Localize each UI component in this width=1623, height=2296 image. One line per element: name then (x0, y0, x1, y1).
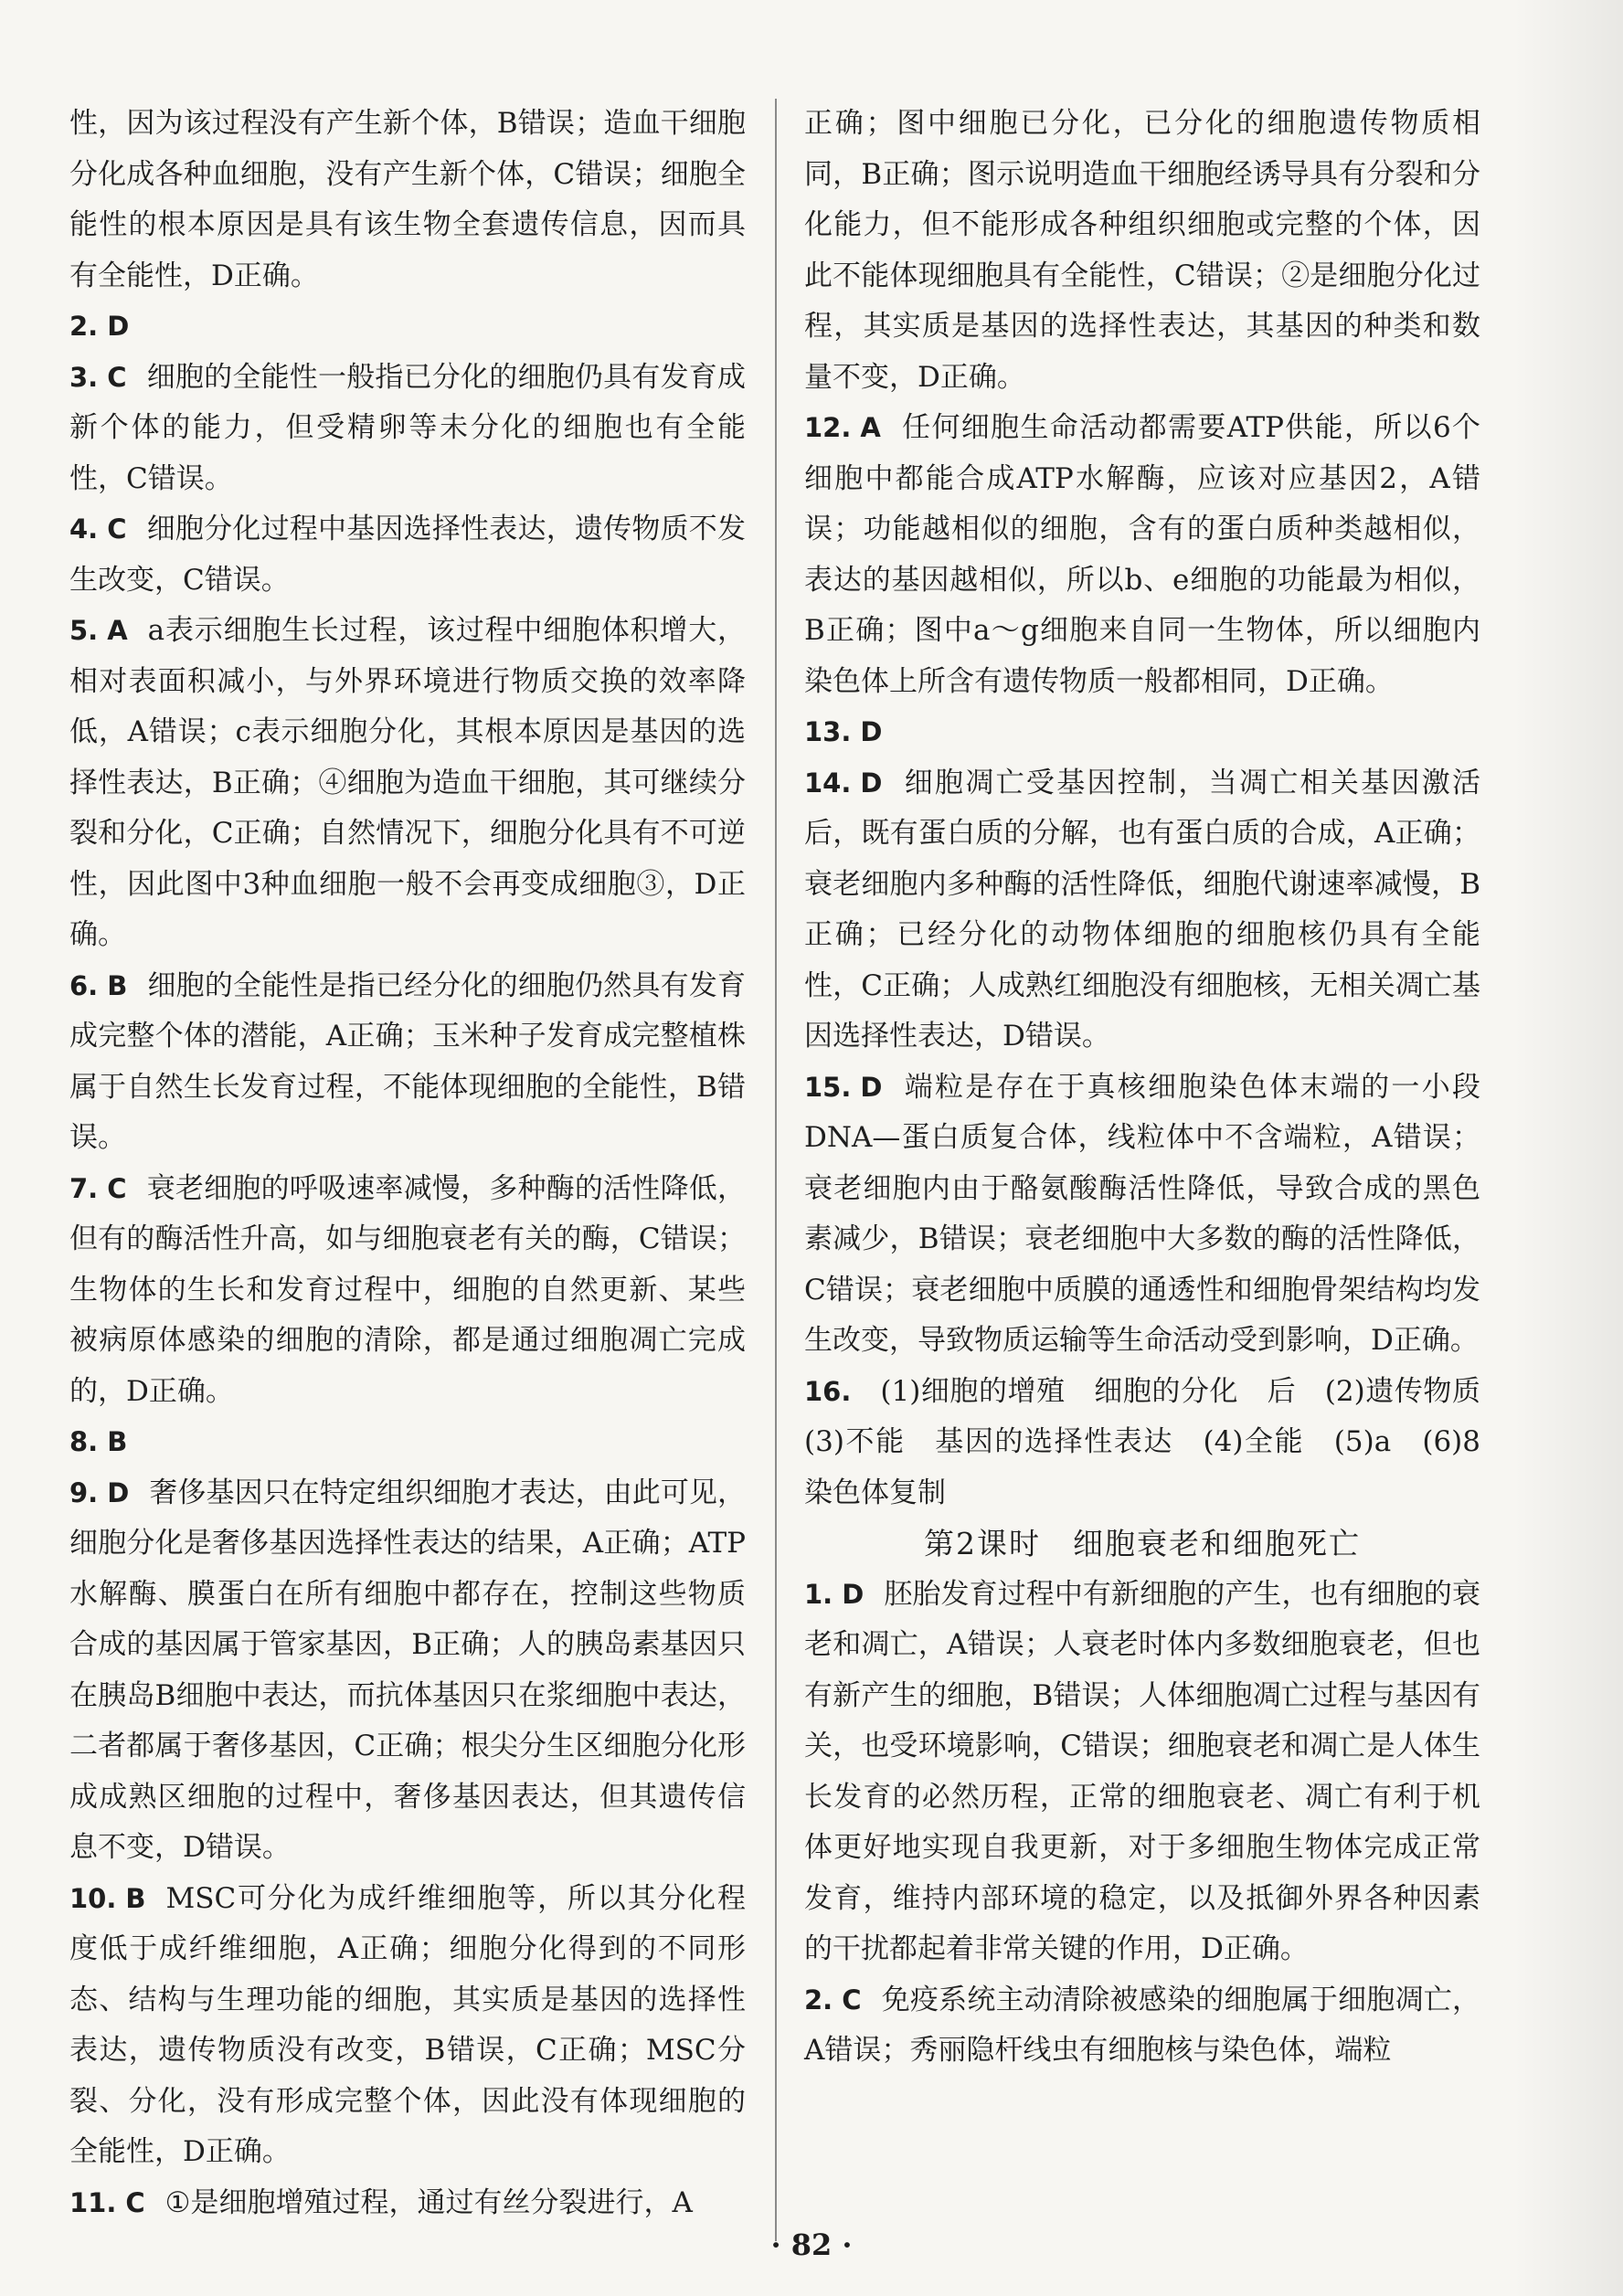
answer-item: 9. D 奢侈基因只在特定组织细胞才表达，由此可见，细胞分化是奢侈基因选择性表达的结果，A正确；ATP水解酶、膜蛋白在所有细胞中都存在，控制这些物质合成的基因属于管家基因，B正确；人的胰岛素基因只在胰岛B细胞中表达，而抗体基因只在浆细胞中表达，二者都属于奢侈基因，C正确；根尖分生区细胞分化形成成熟区细胞的过程中，奢侈基因表达，但其遗传信息不变，D错误。 (69, 1476, 746, 1864)
column-divider (775, 99, 777, 2241)
answer-item: 性，因为该过程没有产生新个体，B错误；造血干细胞分化成各种血细胞，没有产生新个体，C错误；细胞全能性的根本原因是具有该生物全套遗传信息，因而具有全能性，D正确。 (69, 107, 746, 292)
answer-item: 2. D (69, 311, 130, 342)
answer-item: 12. A 任何细胞生命活动都需要ATP供能，所以6个细胞中都能合成ATP水解酶，应该对应基因2，A错误；功能越相似的细胞，含有的蛋白质种类越相似，表达的基因越相似，所以b、e细胞的功能最为相似，B正确；图中a～g细胞来自同一生物体，所以细胞内染色体上所含有遗传物质一般都相同，D正确。 (804, 411, 1480, 698)
answer-item: 2. C 免疫系统主动清除被感染的细胞属于细胞凋亡，A错误；秀丽隐杆线虫有细胞核与染色体，端粒 (804, 1983, 1480, 2067)
answer-item: 4. C 细胞分化过程中基因选择性表达，遗传物质不发生改变，C错误。 (69, 513, 746, 597)
right-column (804, 99, 1509, 2077)
answer-item: 16. (1)细胞的增殖 细胞的分化 后 (2)遗传物质 (3)不能 基因的选择性表达 (4)全能 (5)a (6)8 染色体复制 (804, 1374, 1509, 1509)
answer-item: 11. C ①是细胞增殖过程，通过有丝分裂进行，A (69, 2185, 693, 2219)
answer-item: 7. C 衰老细胞的呼吸速率减慢，多种酶的活性降低，但有的酶活性升高，如与细胞衰老有关的酶，C错误；生物体的生长和发育过程中，细胞的自然更新、某些被病原体感染的细胞的清除，都是通过细胞凋亡完成的，D正确。 (69, 1171, 746, 1408)
answer-item: 正确；图中细胞已分化，已分化的细胞遗传物质相同，B正确；图示说明造血干细胞经诱导具有分裂和分化能力，但不能形成各种组织细胞或完整的个体，因此不能体现细胞具有全能性，C错误；②是细胞分化过程，其实质是基因的选择性表达，其基因的种类和数量不变，D正确。 (804, 107, 1480, 394)
answer-item: 6. B 细胞的全能性是指已经分化的细胞仍然具有发育成完整个体的潜能，A正确；玉米种子发育成完整植株属于自然生长发育过程，不能体现细胞的全能性，B错误。 (69, 968, 746, 1154)
section-title: 第2课时 细胞衰老和细胞死亡 (924, 1526, 1361, 1561)
answer-item: 5. A a表示细胞生长过程，该过程中细胞体积增大，相对表面积减小，与外界环境进行物质交换的效率降低，A错误；c表示细胞分化，其根本原因是基因的选择性表达，B正确；④细胞为造血干细胞，其可继续分裂和分化，C正确；自然情况下，细胞分化具有不可逆性，因此图中3种血细胞一般不会再变成细胞③，D正确。 (69, 614, 746, 951)
page-number: · 82 · (770, 2227, 853, 2262)
answer-item: 3. C 细胞的全能性一般指已分化的细胞仍具有发育成新个体的能力，但受精卵等未分化的细胞也有全能性，C错误。 (69, 360, 746, 495)
answer-item: 14. D 细胞凋亡受基因控制，当凋亡相关基因激活后，既有蛋白质的分解，也有蛋白质的合成，A正确；衰老细胞内多种酶的活性降低，细胞代谢速率减慢，B正确；已经分化的动物体细胞的细胞核仍具有全能性，C正确；人成熟红细胞没有细胞核，无相关凋亡基因选择性表达，D错误。 (804, 766, 1480, 1053)
answer-item: 10. B MSC可分化为成纤维细胞等，所以其分化程度低于成纤维细胞，A正确；细胞分化得到的不同形态、结构与生理功能的细胞，其实质是基因的选择性表达，遗传物质没有改变，B错误，C正确；MSC分裂、分化，没有形成完整个体，因此没有体现细胞的全能性，D正确。 (69, 1881, 746, 2168)
answer-item: 1. D 胚胎发育过程中有新细胞的产生，也有细胞的衰老和凋亡，A错误；人衰老时体内多数细胞衰老，但也有新产生的细胞，B错误；人体细胞凋亡过程与基因有关，也受环境影响，C错误；细胞衰老和凋亡是人体生长发育的必然历程，正常的细胞衰老、凋亡有利于机体更好地实现自我更新，对于多细胞生物体完成正常发育，维持内部环境的稳定，以及抵御外界各种因素的干扰都起着非常关键的作用，D正确。 (804, 1577, 1480, 1965)
answer-item: 8. B (69, 1426, 128, 1457)
left-column (69, 99, 746, 2228)
answer-item: 15. D 端粒是存在于真核细胞染色体末端的一小段DNA—蛋白质复合体，线粒体中不含端粒，A错误；衰老细胞内由于酪氨酸酶活性降低，导致合成的黑色素减少，B错误；衰老细胞中大多数的酶的活性降低，C错误；衰老细胞中质膜的通透性和细胞骨架结构均发生改变，导致物质运输等生命活动受到影响，D正确。 (804, 1070, 1480, 1357)
answer-item: 13. D (804, 716, 883, 747)
page-edge-shadow (1513, 0, 1623, 2296)
